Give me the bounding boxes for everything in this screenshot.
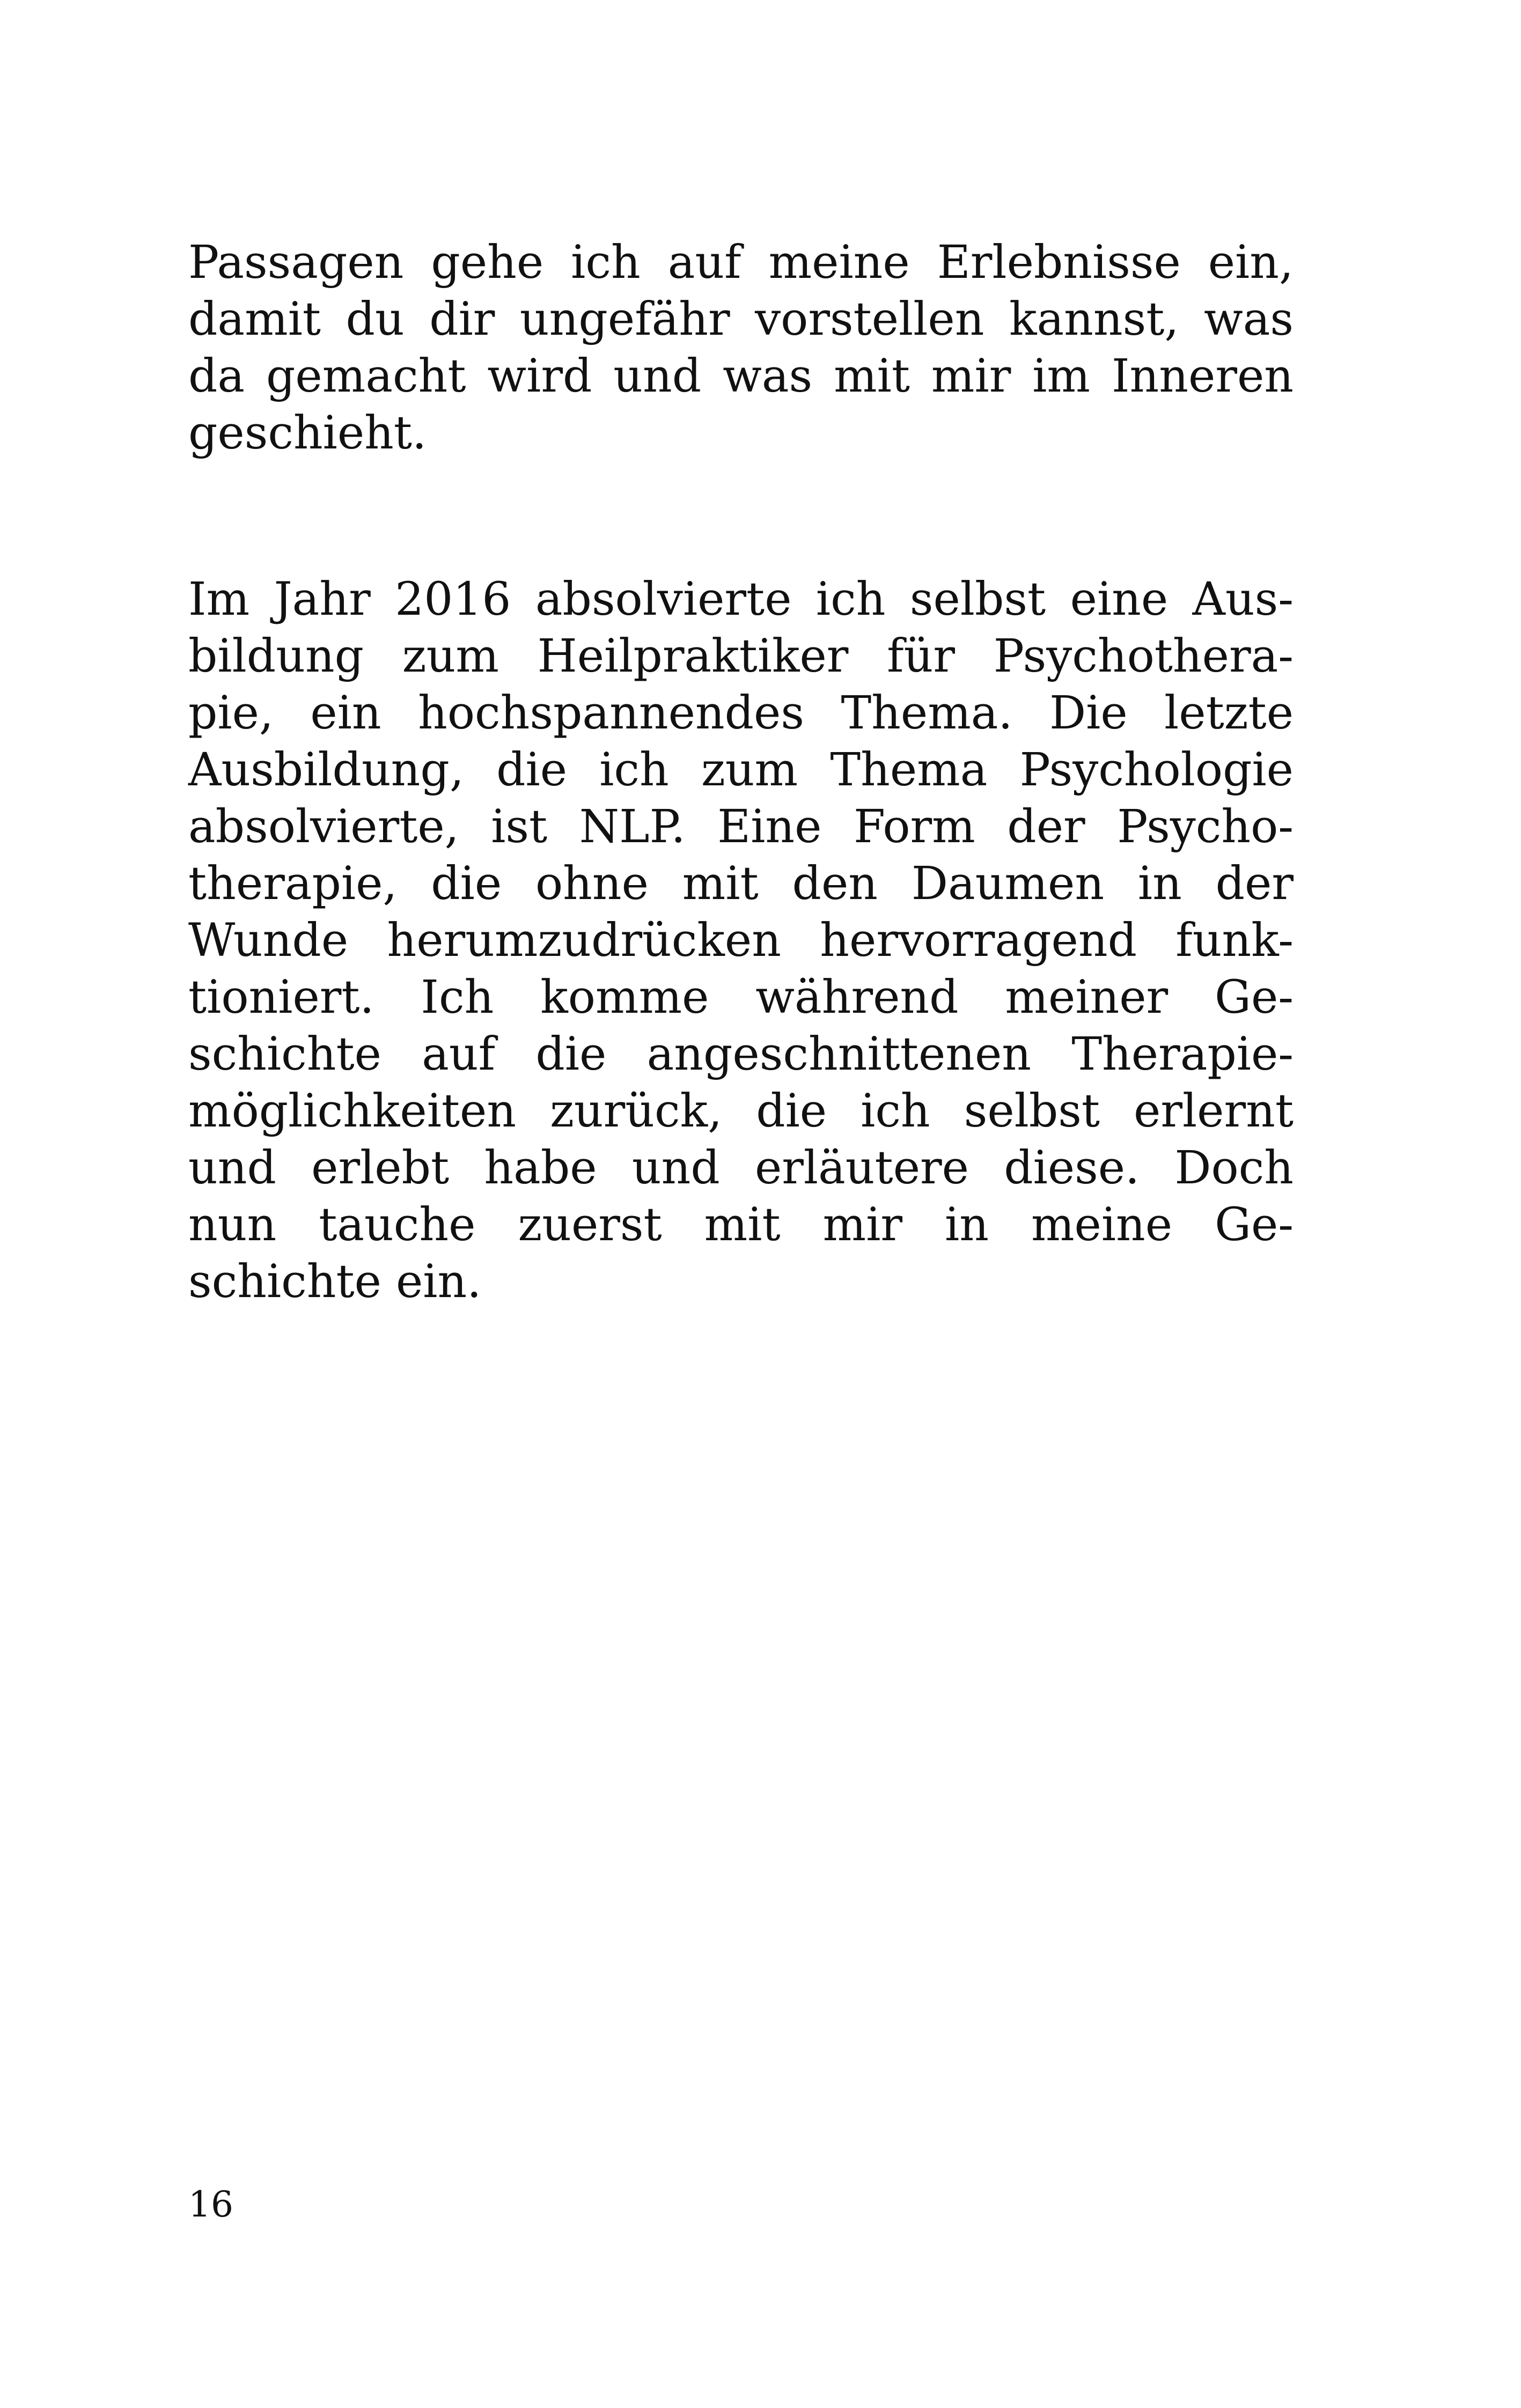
- text-line: pie, ein hochspannendes Thema. Die letzte: [188, 687, 1294, 740]
- text-line: und erlebt habe und erläutere diese. Doch: [188, 1142, 1294, 1195]
- text-line: Im Jahr 2016 absolvierte ich selbst eine Aus-: [188, 573, 1294, 626]
- text-line: absolvierte, ist NLP. Eine Form der Psycho-: [188, 800, 1294, 853]
- text-line: schichte ein.: [188, 1255, 482, 1308]
- text-line: möglichkeiten zurück, die ich selbst erlernt: [188, 1085, 1294, 1138]
- text-line: da gemacht wird und was mit mir im Inneren: [188, 350, 1294, 403]
- text-line: bildung zum Heilpraktiker für Psychothera-: [188, 630, 1294, 683]
- text-line: schichte auf die angeschnittenen Therapie-: [188, 1028, 1294, 1081]
- paragraph-1: [188, 234, 1294, 462]
- text-line: Ausbildung, die ich zum Thema Psychologie: [188, 743, 1294, 797]
- page-number: 16: [188, 2184, 233, 2225]
- text-line: Wunde herumzudrücken hervorragend funk-: [188, 914, 1294, 967]
- text-line: damit du dir ungefähr vorstellen kannst, was: [188, 293, 1294, 346]
- text-line: therapie, die ohne mit den Daumen in der: [188, 857, 1294, 910]
- text-line: nun tauche zuerst mit mir in meine Ge-: [188, 1198, 1294, 1251]
- text-line: tioniert. Ich komme während meiner Ge-: [188, 971, 1294, 1024]
- text-line: Passagen gehe ich auf meine Erlebnisse ein,: [188, 236, 1294, 289]
- text-line: geschieht.: [188, 407, 427, 460]
- paragraph-2: [188, 571, 1294, 1310]
